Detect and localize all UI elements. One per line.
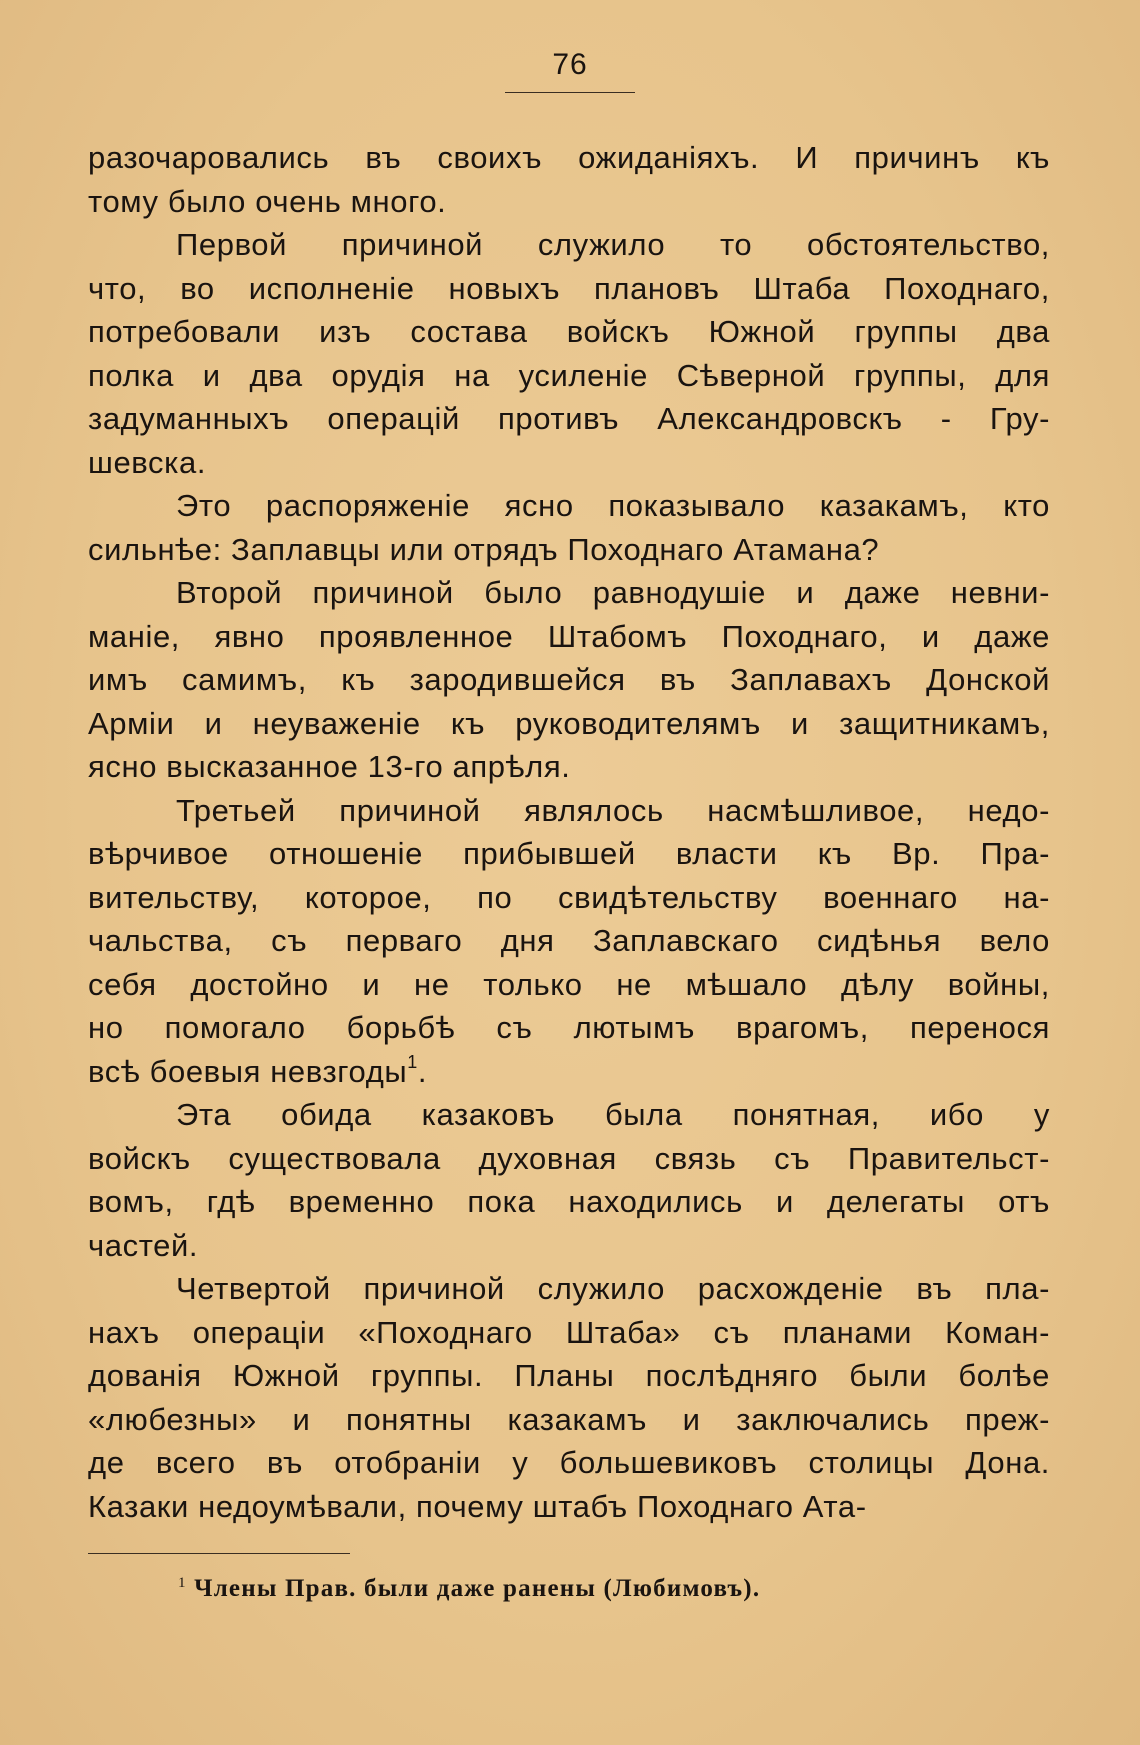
text-line: [88, 484, 1050, 528]
line-text: Первой причиной служило то обстоятельство,: [176, 227, 1050, 262]
paragraph: [88, 484, 1050, 571]
line-text: нахъ операціи «Походнаго Штаба» съ планами Коман-: [88, 1314, 1050, 1350]
text-line: [88, 1224, 1050, 1268]
line-text: сильнѣе: Заплавцы или отрядъ Походнаго Атамана?: [88, 531, 880, 567]
text-line: [88, 571, 1050, 615]
text-line: [88, 397, 1050, 441]
text-line: [88, 310, 1050, 354]
line-text: вѣрчивое отношеніе прибывшей власти къ Вр. Пра-: [88, 836, 1050, 871]
text-line: [88, 528, 1050, 572]
line-text: чальства, съ перваго дня Заплавскаго сидѣнья вело: [88, 923, 1050, 958]
text-line: [88, 1006, 1050, 1050]
text-line: [88, 1441, 1050, 1485]
text-line: [88, 1093, 1050, 1137]
line-text: разочаровались въ своихъ ожиданіяхъ. И причинъ къ: [88, 140, 1050, 175]
footnote-marker: 1: [178, 1575, 187, 1591]
body-text: [88, 136, 1050, 1528]
footnote-ref-punct: .: [417, 1053, 428, 1089]
page-number-rule: [505, 92, 635, 93]
text-line: [88, 832, 1050, 876]
line-text: имъ самимъ, къ зародившейся въ Заплавахъ Донской: [88, 662, 1050, 697]
line-text: тому было очень много.: [88, 183, 447, 219]
footnote-rule: [88, 1553, 350, 1554]
text-line: [88, 1311, 1050, 1355]
line-text: частей.: [88, 1227, 199, 1263]
line-text: Второй причиной было равнодушіе и даже невни-: [176, 575, 1050, 610]
footnote-text: Члены Прав. были даже ранены (Любимовъ).: [194, 1575, 761, 1602]
line-text: Четвертой причиной служило расхожденіе въ пла-: [176, 1271, 1050, 1306]
paragraph: [88, 571, 1050, 789]
line-text: Казаки недоумѣвали, почему штабъ Походнаго Ата-: [88, 1488, 867, 1524]
line-text: шевска.: [88, 444, 207, 480]
footnote: [178, 1575, 760, 1603]
text-line: [88, 963, 1050, 1007]
line-text: вительству, которое, по свидѣтельству военнаго на-: [88, 879, 1050, 915]
text-line: [88, 789, 1050, 833]
line-text: де всего въ отобраніи у большевиковъ столицы Дона.: [88, 1445, 1050, 1480]
line-text: что, во исполненіе новыхъ плановъ Штаба Походнаго,: [88, 270, 1050, 306]
text-line: [88, 745, 1050, 789]
line-text: но помогало борьбѣ съ лютымъ врагомъ, перенося: [88, 1010, 1050, 1045]
line-text: Арміи и неуваженіе къ руководителямъ и защитникамъ,: [88, 705, 1050, 741]
line-text: ясно высказанное 13-го апрѣля.: [88, 749, 571, 784]
text-line: [88, 702, 1050, 746]
line-text: войскъ существовала духовная связь съ Правительст-: [88, 1140, 1050, 1176]
text-line: [88, 441, 1050, 485]
text-line: [88, 1050, 1050, 1094]
text-line: [88, 876, 1050, 920]
line-text: дованія Южной группы. Планы послѣдняго были болѣе: [88, 1358, 1050, 1393]
paragraph: [88, 223, 1050, 484]
text-line: [88, 919, 1050, 963]
line-text: задуманныхъ операцій противъ Александровскъ - Гру-: [88, 401, 1050, 436]
line-text: Третьей причиной являлось насмѣшливое, недо-: [176, 792, 1050, 828]
line-text: Это распоряженіе ясно показывало казакамъ, кто: [176, 488, 1050, 523]
line-text: потребовали изъ состава войскъ Южной группы два: [88, 314, 1050, 349]
text-line: [88, 1354, 1050, 1398]
text-line: [88, 136, 1050, 180]
text-line: [88, 223, 1050, 267]
text-line: [88, 180, 1050, 224]
line-text: маніе, явно проявленное Штабомъ Походнаго, и даже: [88, 618, 1050, 654]
text-line: [88, 1137, 1050, 1181]
text-line: [88, 267, 1050, 311]
line-text: вомъ, гдѣ временно пока находились и делегаты отъ: [88, 1184, 1050, 1219]
text-line: [88, 1267, 1050, 1311]
text-line: [88, 354, 1050, 398]
line-text: полка и два орудія на усиленіе Сѣверной группы, для: [88, 357, 1050, 393]
line-text: себя достойно и не только не мѣшало дѣлу войны,: [88, 966, 1050, 1002]
text-line: [88, 615, 1050, 659]
line-text: «любезны» и понятны казакамъ и заключались преж-: [88, 1401, 1050, 1437]
text-line: [88, 1180, 1050, 1224]
text-line: [88, 1398, 1050, 1442]
text-line: [88, 658, 1050, 702]
paragraph: [88, 1093, 1050, 1267]
line-text: всѣ боевыя невзгоды: [88, 1053, 408, 1089]
paragraph: [88, 1267, 1050, 1528]
page-number: 76: [552, 48, 588, 81]
footnote-ref: 1: [407, 1051, 418, 1072]
line-text: Эта обида казаковъ была понятная, ибо у: [176, 1097, 1050, 1132]
paragraph: [88, 789, 1050, 1094]
paragraph: [88, 136, 1050, 223]
text-line: [88, 1485, 1050, 1529]
